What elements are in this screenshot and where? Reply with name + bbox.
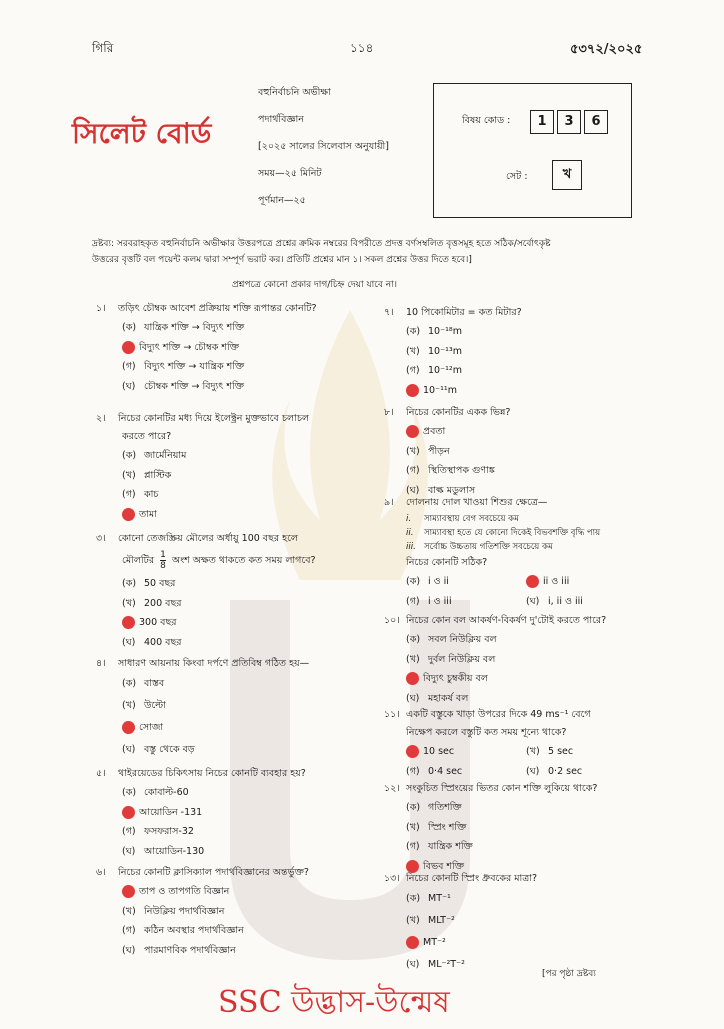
option-marked[interactable]: ii ও iii [526,572,646,592]
option[interactable]: (ক) MT⁻¹ [406,893,451,904]
exam-info [258,86,389,221]
code-digit: 6 [584,110,608,134]
page-header-left: গিরি [92,41,114,55]
option-marked[interactable]: তামা [122,505,386,525]
question-11: ১১। একটি বস্তুকে খাড়া উপরের দিকে 49 ms⁻¹ বেগে নিক্ষেপ করলে বস্তুটি কত সময় শূন্যে থাকে? 10 sec (খ) 5 sec (গ) 0·4 sec (ঘ) 0·2 sec [384,706,674,781]
answer-mark [526,575,539,588]
question-4: ৪। সাধারণ আয়নায় কিংবা দর্পণে প্রতিবিম্ব গঠিত হয়— (ক) বাস্তব (খ) উল্টো সোজা (ঘ) বস্তু থেকে বড় [96,655,386,761]
option-marked[interactable]: 300 বছর [122,613,396,633]
option[interactable]: (ঘ) বাল্ক মডুলাস [406,484,476,496]
question-2: ২। নিচের কোনটির মধ্য দিয়ে ইলেক্ট্রন মুক্তভাবে চলাচল করতে পারে? (ক) জার্মেনিয়াম (খ) প্লাস্টিক (গ) কাচ তামা [96,410,386,524]
option-marked[interactable]: তাপ ও তাপগতি বিজ্ঞান [122,882,396,902]
answer-mark [122,616,135,629]
set-label: সেট : [506,171,528,182]
question-5: ৫। থাইরয়েডের চিকিৎসায় নিচের কোনটি ব্যবহার হয়? (ক) কোবাল্ট-60 আয়োডিন -131 (গ) ফসফরাস-32 (ঘ) আয়োডিন-130 [96,765,386,861]
answer-mark [406,936,419,949]
option-marked[interactable]: 10⁻¹¹m [406,381,664,401]
exam-code: ৫৩৭২/২০২৫ [570,42,643,57]
option[interactable]: (খ) প্লাস্টিক [122,469,172,481]
code-digit: 1 [530,110,554,134]
option[interactable]: (খ) পীড়ন [406,445,450,457]
instruction-line-2: উত্তরের বৃত্তটি বল পয়েন্ট কলম দ্বারা সম্পূর্ণ ভরাট কর। প্রতিটি প্রশ্নের মান ১। সকল প্রশ্নের উত্তর দিতে হবে।] [92,255,472,265]
option-marked[interactable]: বিদ্যুৎ শক্তি → চৌম্বক শক্তি [122,338,386,358]
option[interactable]: (ঘ) আয়োডিন-130 [122,845,205,857]
set-value: খ [552,160,582,190]
exam-type: বহুনির্বাচনি অভীক্ষা [258,87,331,98]
answer-mark [406,425,419,438]
next-page-note: [পর পৃষ্ঠা দ্রষ্টব্য [542,969,596,979]
option[interactable]: (খ) 10⁻¹³m [406,345,462,357]
option-marked[interactable]: 10 sec [406,742,526,762]
option[interactable]: (খ) দুর্বল নিউক্লিয় বল [406,653,496,665]
answer-mark [122,721,135,734]
option[interactable]: (গ) কাচ [122,489,159,500]
statement: i. সাম্যাবস্থায় বেগ সবচেয়ে কম [406,514,519,524]
instructions [92,236,652,268]
option[interactable]: (খ) নিউক্লিয় পদার্থবিজ্ঞান [122,905,225,917]
answer-mark [406,672,419,685]
footer-brand: SSC উদ্ভাস-উন্মেষ [218,985,450,1020]
option[interactable]: (গ) 10⁻¹²m [406,365,462,376]
answer-mark [122,806,135,819]
option[interactable]: (ক) সবল নিউক্লিয় বল [406,634,497,645]
option-marked[interactable]: সোজা [122,717,386,739]
option[interactable]: (ঘ) মহাকর্ষ বল [406,692,469,704]
statement: iii. সর্বোচ্চ উচ্চতায় গতিশক্তি সবচেয়ে কম [406,542,553,552]
option[interactable]: (ঘ) i, ii ও iii [526,595,583,607]
question-6: ৬। নিচের কোনটি ক্লাসিক্যাল পদার্থবিজ্ঞানের অন্তর্ভুক্ত? তাপ ও তাপগতি বিজ্ঞান (খ) নিউক্লিয় পদার্থবিজ্ঞান (গ) কঠিন অবস্থার পদার্থবিজ্ঞান (ঘ) পারমাণবিক পদার্থবিজ্ঞান [96,864,396,960]
option-marked[interactable]: প্রবতা [406,422,664,442]
exam-subject: পদার্থবিজ্ঞান [258,114,304,125]
option[interactable]: (ক) যান্ত্রিক শক্তি → বিদ্যুৎ শক্তি [122,322,245,333]
option[interactable]: (ক) গতিশক্তি [406,802,462,813]
option[interactable]: (গ) বিদ্যুৎ শক্তি → যান্ত্রিক শক্তি [122,361,245,372]
option-marked[interactable]: বিদ্যুৎ চুম্বকীয় বল [406,669,674,689]
option[interactable]: (ঘ) 0·2 sec [526,765,583,777]
exam-time: সময়—২৫ মিনিট [258,168,322,179]
option-marked[interactable]: বিভব শক্তি [406,857,674,877]
answer-mark [122,341,135,354]
question-number: ১। [96,303,106,314]
option[interactable]: (গ) স্থিতিস্থাপক গুণাঙ্ক [406,465,495,476]
option[interactable]: (খ) স্প্রিং শক্তি [406,821,467,833]
subject-code-digits [530,110,608,134]
code-digit: 3 [557,110,581,134]
instruction-line-1: দ্রষ্টব্য: সরবরাহকৃত বহুনির্বাচনি অভীক্ষার উত্তরপত্রে প্রশ্নের ক্রমিক নম্বরের বিপরীতে প্রদত্ত বর্ণসম্বলিত বৃত্তসমূহ হতে সঠিক/সর্বোৎকৃষ্ট [92,239,551,249]
option[interactable]: (গ) ফসফরাস-32 [122,826,194,837]
exam-syllabus: [২০২৫ সালের সিলেবাস অনুযায়ী] [258,141,389,152]
exam-marks: পূর্ণমান—২৫ [258,195,306,206]
option-marked[interactable]: আয়োডিন -131 [122,803,386,823]
page-number: ১১৪ [350,41,374,55]
statement: ii. সাম্যাবস্থা হতে যে কোনো দিকেই বিভবশক্তি বৃদ্ধি পায় [406,528,601,538]
option-marked[interactable]: MT⁻² [406,932,674,954]
answer-mark [406,384,419,397]
option[interactable]: (ঘ) পারমাণবিক পদার্থবিজ্ঞান [122,944,236,956]
option[interactable]: (ক) জার্মেনিয়াম [122,450,187,461]
answer-mark [122,508,135,521]
option[interactable]: (গ) যান্ত্রিক শক্তি [406,841,473,852]
question-stem: তড়িৎ চৌম্বক আবেশ প্রক্রিয়ায় শক্তি রূপান্তর কোনটি? [118,303,317,314]
option[interactable]: (খ) MLT⁻² [406,915,455,926]
option[interactable]: (গ) i ও iii [406,595,452,607]
option[interactable]: (ঘ) ML⁻²T⁻² [406,959,465,970]
subject-code-label: বিষয় কোড : [462,115,511,126]
question-12: ১২। সংকুচিত স্প্রিংয়ের ভিতর কোন শক্তি লুকিয়ে থাকে? (ক) গতিশক্তি (খ) স্প্রিং শক্তি (গ) যান্ত্রিক শক্তি বিভব শক্তি [384,780,674,876]
question-7: ৭। 10 পিকোমিটার = কত মিটার? (ক) 10⁻¹⁸m (খ) 10⁻¹³m (গ) 10⁻¹²m 10⁻¹¹m [384,304,664,400]
option[interactable]: (গ) কঠিন অবস্থার পদার্থবিজ্ঞান [122,925,244,936]
option[interactable]: (ক) বাস্তব [122,678,165,689]
option[interactable]: (খ) 200 বছর [122,597,182,609]
answer-mark [406,745,419,758]
question-3: ৩। কোনো তেজস্ক্রিয় মৌলের অর্ধায়ু 100 বছর হলে মৌলটির $\frac{1}{8}$ অংশ অক্ষত থাকতে কত সময় লাগবে? (ক) 50 বছর (খ) 200 বছর 300 বছর (ঘ) 400 বছর [96,530,396,652]
question-10: ১০। নিচের কোন বল আকর্ষণ-বিকর্ষণ দু'টোই করতে পারে? (ক) সবল নিউক্লিয় বল (খ) দুর্বল নিউক্লিয় বল বিদ্যুৎ চুম্বকীয় বল (ঘ) মহাকর্ষ বল [384,612,674,708]
question-13: ১৩। নিচের কোনটি স্প্রিং ধ্রুবকের মাত্রা? (ক) MT⁻¹ (খ) MLT⁻² MT⁻² (ঘ) ML⁻²T⁻² [384,870,674,976]
option[interactable]: (খ) উল্টো [122,700,166,711]
option[interactable]: (ঘ) চৌম্বক শক্তি → বিদ্যুৎ শক্তি [122,380,244,392]
question-8: ৮। নিচের কোনটির একক ভিন্ন? প্রবতা (খ) পীড়ন (গ) স্থিতিস্থাপক গুণাঙ্ক (ঘ) বাল্ক মডুলাস [384,404,664,500]
option[interactable]: (ঘ) বস্তু থেকে বড় [122,744,195,755]
option[interactable]: (ক) 10⁻¹⁸m [406,326,462,337]
question-9: ৯। দোলনায় দোল খাওয়া শিশুর ক্ষেত্রে— i. সাম্যাবস্থায় বেগ সবচেয়ে কম ii. সাম্যাবস্থা হতে যে কোনো দিকেই বিভবশক্তি বৃদ্ধি পায় iii. সর্বোচ্চ উচ্চতায় গতিশক্তি সবচেয়ে কম নিচের কোনটি সঠিক? (ক) i ও ii ii ও iii (গ) i ও iii (ঘ) i, ii ও iii [384,494,674,611]
option[interactable]: (ক) i ও ii [406,576,449,587]
answer-mark [122,885,135,898]
option[interactable]: (ক) কোবাল্ট-60 [122,787,189,798]
option[interactable]: (খ) 5 sec [526,746,574,757]
instruction-note: প্রশ্নপত্রে কোনো প্রকার দাগ/চিহ্ন দেয়া যাবে না। [232,280,397,290]
board-name: সিলেট বোর্ড [72,117,212,150]
question-1 [96,300,386,396]
option[interactable]: (ক) 50 বছর [122,578,176,589]
option[interactable]: (ঘ) 400 বছর [122,636,182,648]
code-box [433,83,632,218]
option[interactable]: (গ) 0·4 sec [406,765,463,777]
